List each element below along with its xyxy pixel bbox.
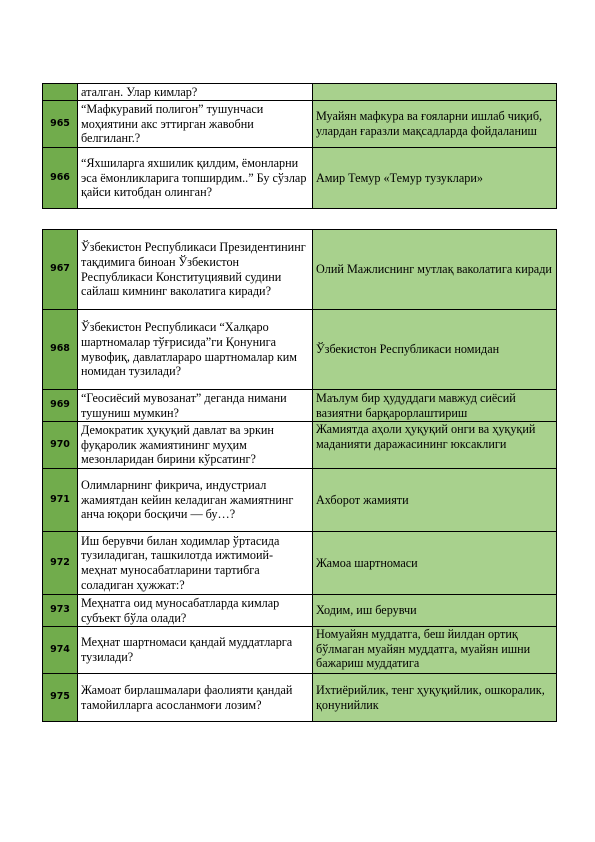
- answer-cell: Маълум бир ҳудуддаги мавжуд сиёсий вазиятни барқарорлаштириш: [313, 390, 557, 422]
- answer-cell: Ахборот жамияти: [313, 469, 557, 532]
- answer-cell: Ихтиёрийлик, тенг ҳуқуқийлик, ошкоралик, қонунийлик: [313, 674, 557, 722]
- question-cell: “Геосиёсий мувозанат” деганда нимани тушуниш мумкин?: [78, 390, 313, 422]
- table-row: [43, 469, 557, 532]
- table-row: [43, 674, 557, 722]
- question-cell: Меҳнат шартномаси қандай муддатларга тузилади?: [78, 627, 313, 674]
- answer-cell: Амир Темур «Темур тузуклари»: [313, 148, 557, 209]
- row-number: 973: [43, 595, 78, 627]
- question-cell: Демократик ҳуқуқий давлат ва эркин фуқаролик жамиятининг муҳим мезонларидан бирини кўрсатинг?: [78, 422, 313, 469]
- answer-cell: Жамиятда аҳоли ҳуқуқий онги ва ҳуқуқий маданияти даражасининг юксаклиги: [313, 422, 557, 469]
- table-row: [43, 595, 557, 627]
- row-number: 968: [43, 310, 78, 390]
- question-cell: Ўзбекистон Республикаси Президентининг тақдимига биноан Ўзбекистон Республикаси Конституциявий судини сайлаш кимнинг ваколатига киради?: [78, 230, 313, 310]
- question-cell: Жамоат бирлашмалари фаолияти қандай тамойилларга асосланмоғи лозим?: [78, 674, 313, 722]
- answer-cell: [313, 84, 557, 101]
- question-cell: Ўзбекистон Республикаси “Халқаро шартномалар тўғрисида”ги Қонунига мувофиқ, давлатлараро шартномалар ким номидан тузилади?: [78, 310, 313, 390]
- table-row: [43, 148, 557, 209]
- row-number: 975: [43, 674, 78, 722]
- question-cell: Меҳнатга оид муносабатларда кимлар субъект бўла олади?: [78, 595, 313, 627]
- question-cell: “Мафкуравий полигон” тушунчаси моҳиятини акс эттирган жавобни белгиланг.?: [78, 101, 313, 148]
- row-number: [43, 84, 78, 101]
- row-number: 965: [43, 101, 78, 148]
- table-row: [43, 627, 557, 674]
- question-cell: “Яхшиларга яхшилик қилдим, ёмонларни эса ёмонликларига топширдим..” Бу сўзлар қайси китобдан олинган?: [78, 148, 313, 209]
- answer-cell: Номуайян муддатга, беш йилдан ортиқ бўлмаган муайян муддатга, муайян ишни бажариш муддатига: [313, 627, 557, 674]
- table-row: [43, 390, 557, 422]
- table-row: [43, 422, 557, 469]
- row-number: 966: [43, 148, 78, 209]
- table-row: [43, 101, 557, 148]
- answer-cell: Жамоа шартномаси: [313, 532, 557, 595]
- table-row: [43, 532, 557, 595]
- answer-cell: Ўзбекистон Республикаси номидан: [313, 310, 557, 390]
- row-number: 974: [43, 627, 78, 674]
- row-number: 969: [43, 390, 78, 422]
- row-number: 972: [43, 532, 78, 595]
- top-table: [42, 83, 557, 209]
- answer-cell: Муайян мафкура ва ғояларни ишлаб чиқиб, улардан ғаразли мақсадларда фойдаланиш: [313, 101, 557, 148]
- question-cell: Иш берувчи билан ходимлар ўртасида тузиладиган, ташкилотда ижтимоий-меҳнат муносабатларини тартибга соладиган ҳужжат:?: [78, 532, 313, 595]
- answer-cell: Олий Мажлиснинг мутлақ ваколатига киради: [313, 230, 557, 310]
- row-number: 967: [43, 230, 78, 310]
- row-number: 970: [43, 422, 78, 469]
- row-number: 971: [43, 469, 78, 532]
- answer-cell: Ходим, иш берувчи: [313, 595, 557, 627]
- table-row: [43, 84, 557, 101]
- table-row: [43, 310, 557, 390]
- bottom-table: [42, 229, 557, 722]
- question-cell: Олимларнинг фикрича, индустриал жамиятдан кейин келадиган жамиятнинг анча юқори босқичи — бу…?: [78, 469, 313, 532]
- table-row: [43, 230, 557, 310]
- question-cell: аталган. Улар кимлар?: [78, 84, 313, 101]
